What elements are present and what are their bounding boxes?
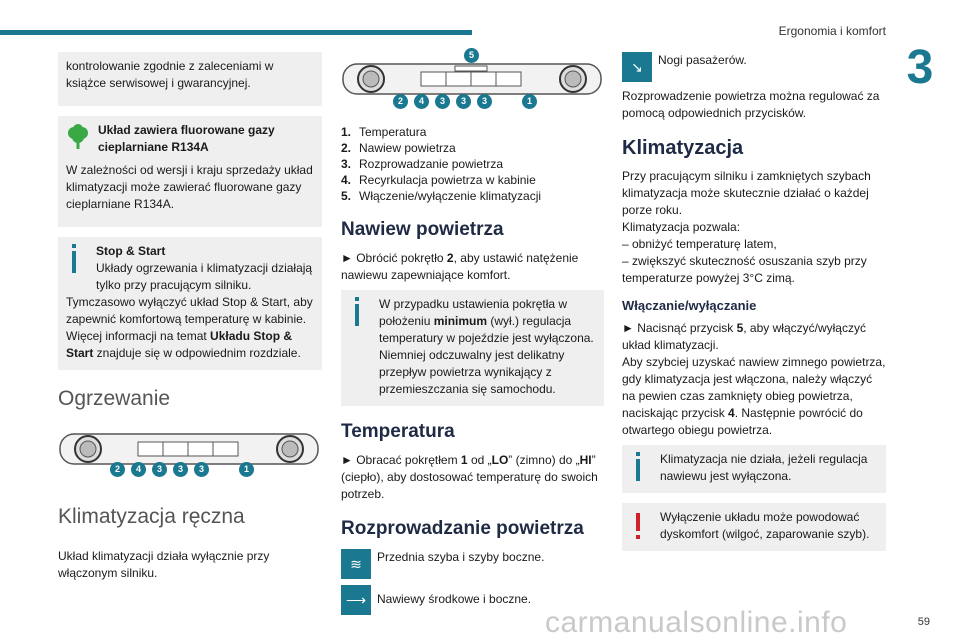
mode-windscreen-label: Przednia szyba i szyby boczne. [377,550,545,564]
tree-icon [66,124,90,150]
section-title: Ergonomia i komfort [778,24,886,38]
legend-list [341,124,604,204]
temp-g: ” (ciepło), aby dostosować temperaturę do swoich potrzeb. [341,453,598,501]
temp-e: ” (zimno) do „ [508,453,580,467]
distribution-body: Rozprowadzenie powietrza można regulować za pomocą odpowiednich przycisków. [622,89,880,120]
list-item [341,140,604,156]
chapter-number: 3 [906,41,934,94]
callout-badge: 3 [194,462,209,477]
legend-number: 5. [341,189,352,203]
legend-text: Recyrkulacja powietrza w kabinie [359,173,536,187]
temp-c: od „ [467,453,492,467]
legend-text: Włączenie/wyłączenie klimatyzacji [359,189,542,203]
callout-badge: 3 [456,94,471,109]
stop-start-line3-a: Więcej informacji na temat [66,329,211,343]
callout-badge: 1 [522,94,537,109]
callout-badge: 4 [131,462,146,477]
legend-text: Rozprowadzanie powietrza [359,157,504,171]
callout-badge: 1 [239,462,254,477]
note-continued [58,52,322,106]
stop-start-line2: Tymczasowo wyłączyć układ Stop & Start, aby zapewnić komfortową temperaturę w kabinie. [66,295,313,326]
temp-a: ► Obracać pokrętłem [341,453,461,467]
stop-start-line3-c: znajduje się w odpowiednim rozdziale. [93,346,301,360]
callout-badge: 2 [393,94,408,109]
minimum-note [341,290,604,406]
minimum-note-c: (wył.) regulacja temperatury w pojeździe jest wyłączona. Niemniej odczuwalny jest delikatny przepływ powietrza wynikający z przemieszczania się samochodu. [379,314,594,396]
info-icon [355,304,359,326]
legend-text: Temperatura [359,125,427,139]
legend-text: Nawiew powietrza [359,141,456,155]
control-panel-illustration [58,430,320,486]
list-item [341,172,604,188]
callout-badge: 3 [152,462,167,477]
info-icon [636,459,640,481]
ac-body2: Klimatyzacja pozwala: [622,220,741,234]
heating-heading: Ogrzewanie [58,387,171,410]
ac-info-note [622,445,886,493]
airflow-heading: Nawiew powietrza [341,219,504,240]
ac-heading: Klimatyzacja [622,137,744,159]
stop-start-line3 [66,328,314,362]
page-number: 59 [917,616,930,628]
list-item [341,188,604,204]
onoff-d: Aby szybciej uzyskać nawiew zimnego powietrza, gdy klimatyzacja jest włączona, należy włączyć na pewien czas zamknięty obieg powietrza, naciskając przycisk [622,355,886,420]
temperature-heading: Temperatura [341,421,455,442]
ac-body1: Przy pracującym silniku i zamkniętych szybach klimatyzacja może skutecznie działać o każdej porze roku. [622,169,871,217]
callout-badge: 3 [173,462,188,477]
list-item [341,124,604,140]
stop-start-line1: Układy ogrzewania i klimatyzacji działają tylko przy pracującym silniku. [96,261,313,292]
minimum-note-b: minimum [433,314,488,328]
airflow-body [341,250,604,284]
legend-number: 1. [341,125,352,139]
ac-panel-illustration [341,52,603,114]
temp-b: 1 [460,453,468,467]
fluorinated-gas-title: Układ zawiera fluorowane gazy cieplarniane R134A [98,123,275,154]
minimum-note-text [379,296,596,398]
onoff-e: 4 [728,406,735,420]
info-icon [72,251,76,273]
airflow-text-c: , aby ustawić natężenie nawiewu zapewniające komfort. [341,251,579,282]
fluorinated-gas-body: W zależności od wersji i kraju sprzedaży układ klimatyzacji może zawierać fluorowane gazy cieplarniane R134A. [66,163,313,211]
column-middle [341,52,604,621]
fluorinated-gas-note [58,116,322,227]
column-left [58,52,322,588]
onoff-heading: Włączanie/wyłączanie [622,298,757,313]
feet-vent-icon: ↘ [622,52,652,82]
mode-feet-label: Nogi pasażerów. [658,53,747,67]
stop-start-reference: Układu Stop & Start [66,329,293,360]
callout-badge: 4 [414,94,429,109]
manual-ac-body: Układ klimatyzacji działa wyłącznie przy włączonym silniku. [58,549,270,580]
legend-number: 4. [341,173,352,187]
ac-body4: – zwiększyć skuteczność osuszania szyb przy temperaturze powyżej 3°C zimą. [622,254,867,285]
callout-badge: 2 [110,462,125,477]
face-vent-icon: ⟶ [341,585,371,615]
mode-center-vents-label: Nawiewy środkowe i boczne. [377,592,532,606]
stop-start-title: Stop & Start [96,244,166,258]
temp-f: HI [579,453,592,467]
callout-badge: 3 [435,94,450,109]
legend-number: 3. [341,157,352,171]
onoff-body2 [622,354,886,439]
ac-info-note-text: Klimatyzacja nie działa, jeżeli regulacja nawiewu jest wyłączona. [660,452,868,483]
ac-warning-note-text: Wyłączenie układu może powodować dyskomfort (wilgoć, zaparowanie szyb). [660,510,870,541]
temperature-body [341,452,604,503]
callout-badge: 5 [464,48,479,63]
mode-feet [622,52,886,82]
column-right [622,52,886,561]
distribution-heading: Rozprowadzanie powietrza [341,518,584,539]
header-accent-bar [0,30,472,35]
onoff-body1 [622,320,886,354]
onoff-c: , aby włączyć/wyłączyć układ klimatyzacji. [622,321,866,352]
airflow-ref: 2 [446,251,454,265]
windscreen-demist-icon: ≋ [341,549,371,579]
note-continued-text: kontrolowanie zgodnie z zaleceniami w książce serwisowej i gwarancyjnej. [66,59,274,90]
temp-d: LO [491,453,509,467]
list-item [341,156,604,172]
manual-ac-heading: Klimatyzacja ręczna [58,505,245,528]
mode-windscreen [341,549,604,579]
onoff-b: 5 [736,321,744,335]
minimum-note-a: W przypadku ustawienia pokrętła w położeniu [379,297,568,328]
watermark: carmanualsonline.info [545,606,848,639]
onoff-a: ► Nacisnąć przycisk [622,321,737,335]
ac-warning-note [622,503,886,551]
airflow-text-a: ► Obrócić pokrętło [341,251,447,265]
stop-start-note [58,237,322,370]
warning-icon [636,513,640,531]
callout-badge: 3 [477,94,492,109]
ac-body3: – obniżyć temperaturę latem, [622,237,777,251]
legend-number: 2. [341,141,352,155]
onoff-f: . Następnie powrócić do otwartego obiegu powietrza. [622,406,863,437]
